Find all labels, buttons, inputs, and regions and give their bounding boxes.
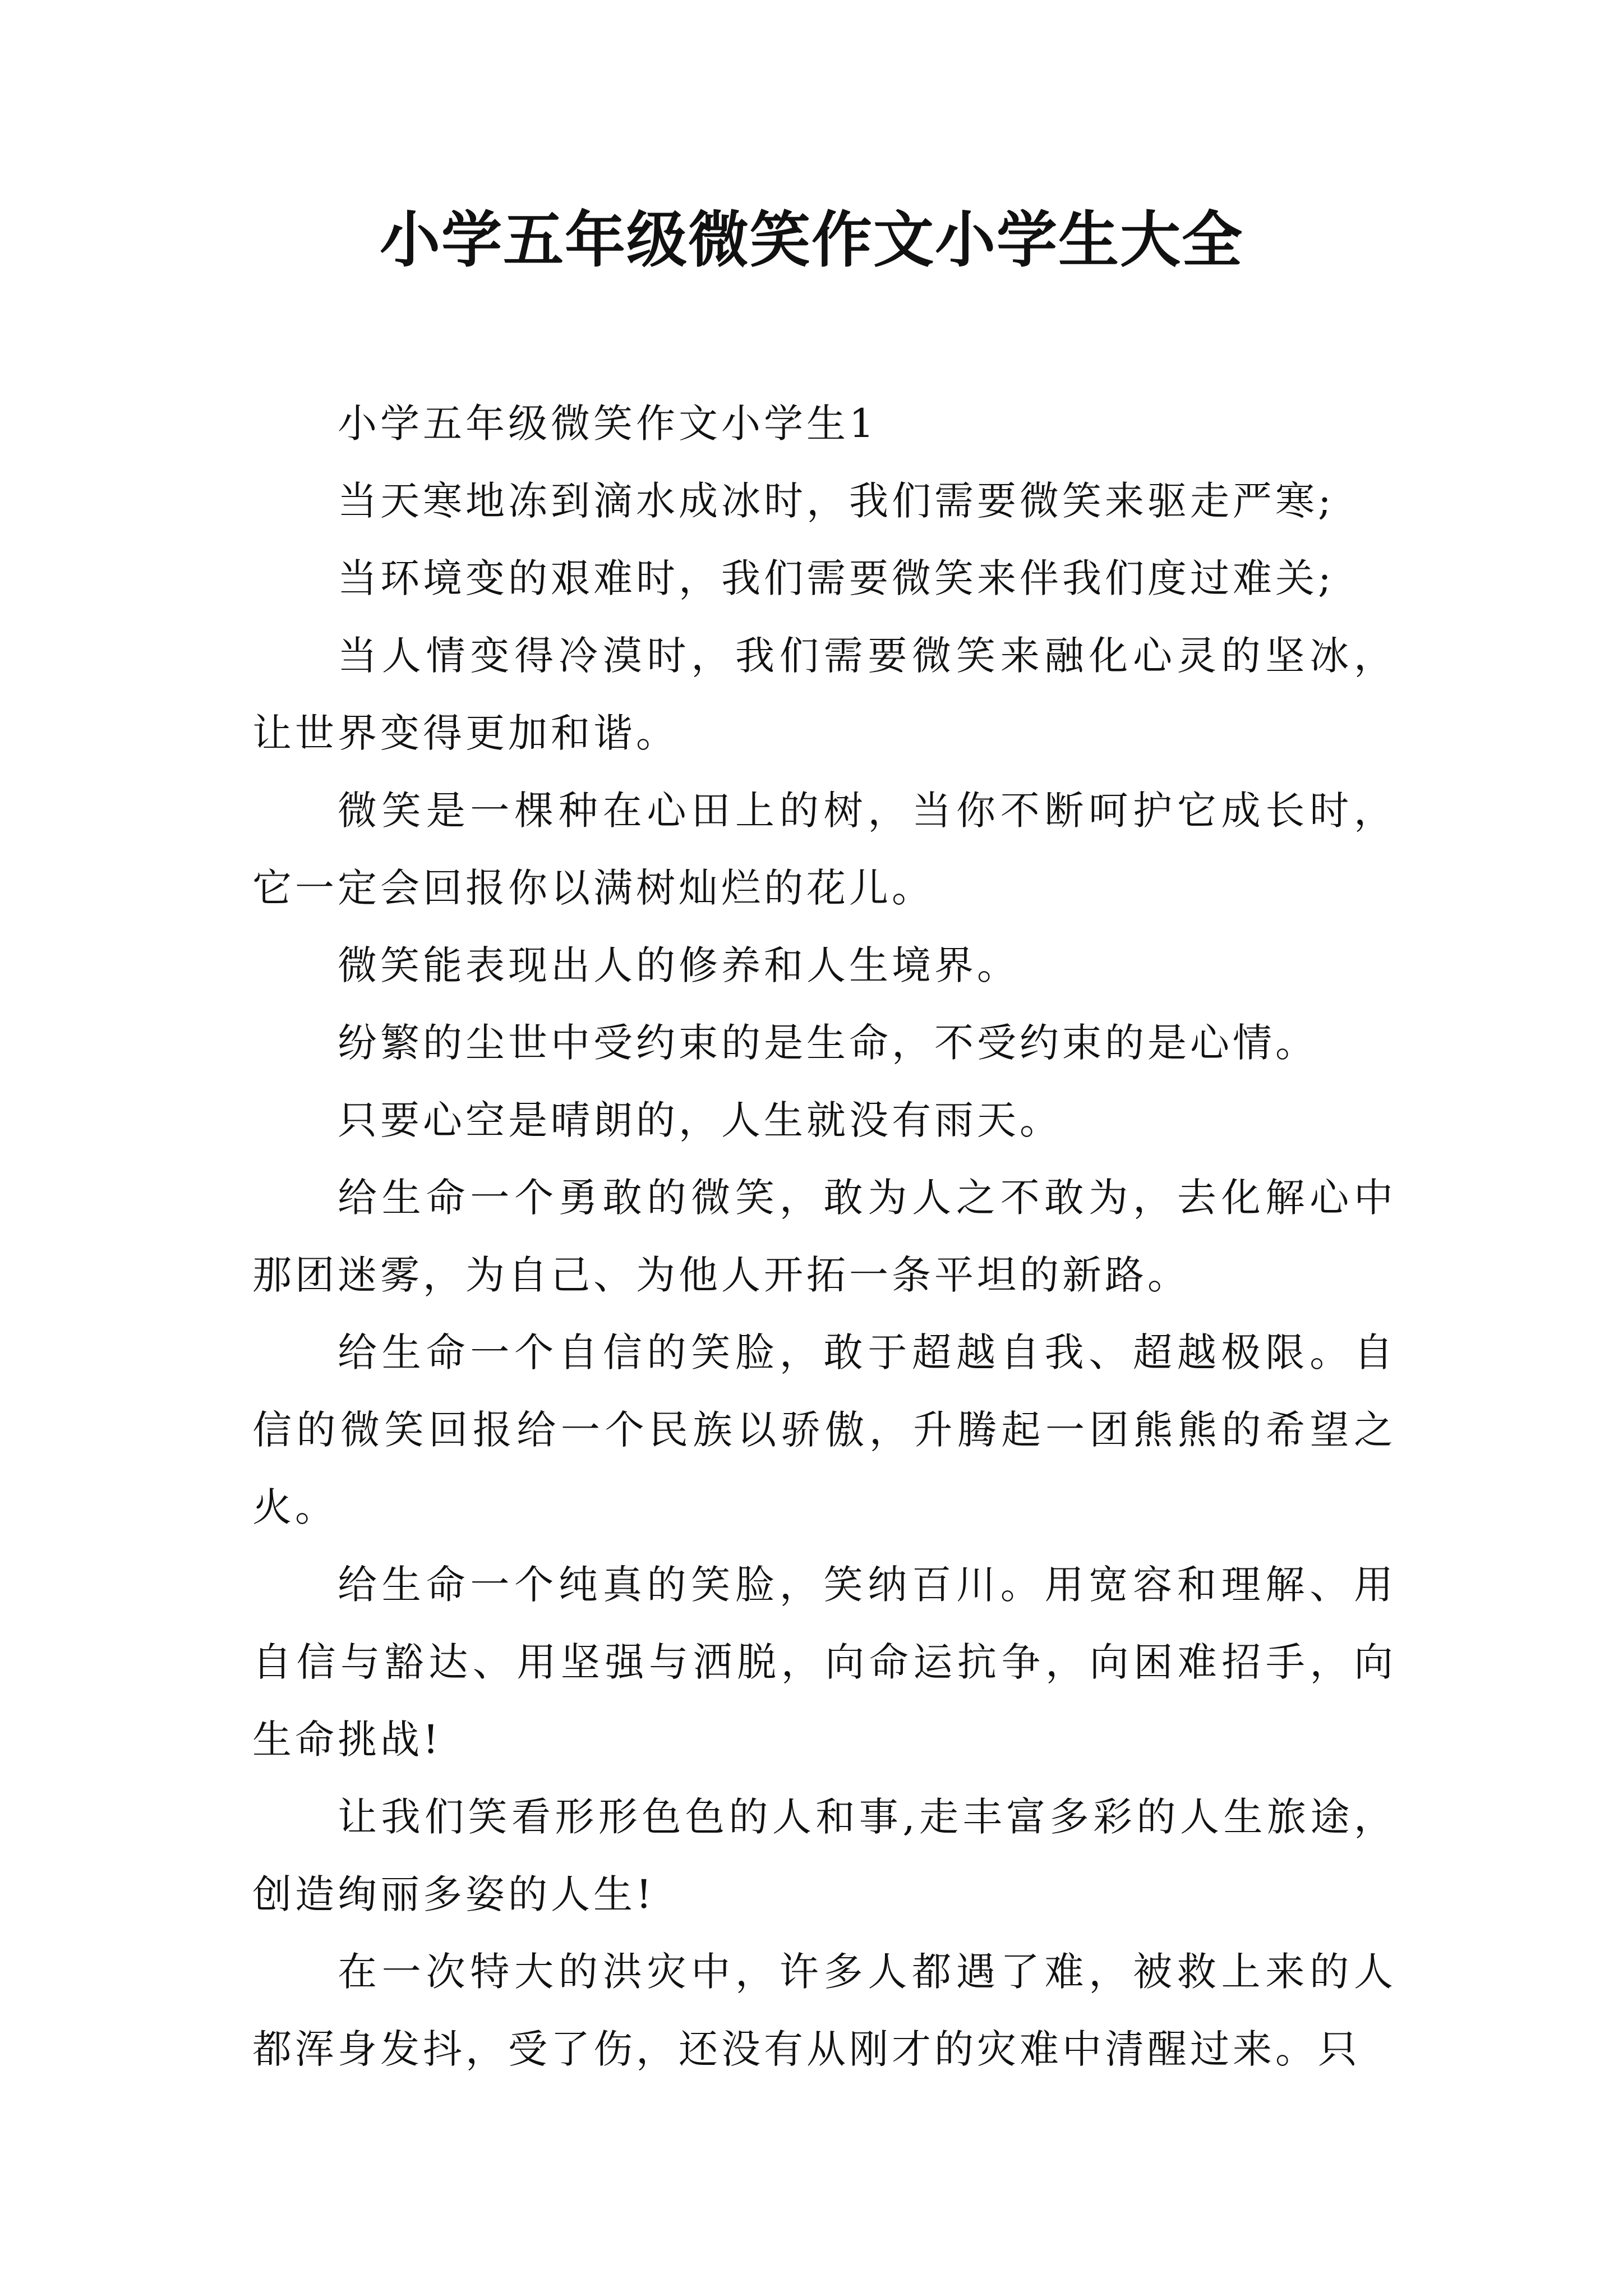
paragraph: 微笑是一棵种在心田上的树，当你不断呵护它成长时，它一定会回报你以满树灿烂的花儿。 — [252, 788, 1396, 911]
paragraph: 在一次特大的洪灾中，许多人都遇了难，被救上来的人都浑身发抖，受了伤，还没有从刚才的灾难中清醒过来。只 — [252, 1949, 1396, 2072]
paragraph: 纷繁的尘世中受约束的是生命，不受约束的是心情。 — [338, 1020, 1318, 1066]
paragraph: 只要心空是晴朗的，人生就没有雨天。 — [338, 1097, 1062, 1143]
paragraph: 给生命一个自信的笑脸，敢于超越自我、超越极限。自信的微笑回报给一个民族以骄傲，升腾起一团熊熊的希望之火。 — [252, 1329, 1396, 1530]
paragraph: 让我们笑看形形色色的人和事,走丰富多彩的人生旅途，创造绚丽多姿的人生! — [252, 1794, 1396, 1917]
document-body — [252, 385, 1396, 2088]
paragraph: 微笑能表现出人的修养和人生境界。 — [338, 942, 1020, 988]
paragraph: 给生命一个纯真的笑脸，笑纳百川。用宽容和理解、用自信与豁达、用坚强与洒脱，向命运抗争，向困难招手，向生命挑战! — [252, 1562, 1396, 1763]
document-title: 小学五年级微笑作文小学生大全 — [379, 205, 1243, 275]
paragraph: 小学五年级微笑作文小学生1 — [338, 401, 878, 447]
paragraph: 给生命一个勇敢的微笑，敢为人之不敢为，去化解心中那团迷雾，为自己、为他人开拓一条平坦的新路。 — [252, 1175, 1396, 1298]
paragraph: 当环境变的艰难时，我们需要微笑来伴我们度过难关; — [338, 555, 1335, 601]
paragraph: 当天寒地冻到滴水成冰时，我们需要微笑来驱走严寒; — [338, 478, 1335, 524]
paragraph: 当人情变得冷漠时，我们需要微笑来融化心灵的坚冰，让世界变得更加和谐。 — [252, 633, 1396, 756]
